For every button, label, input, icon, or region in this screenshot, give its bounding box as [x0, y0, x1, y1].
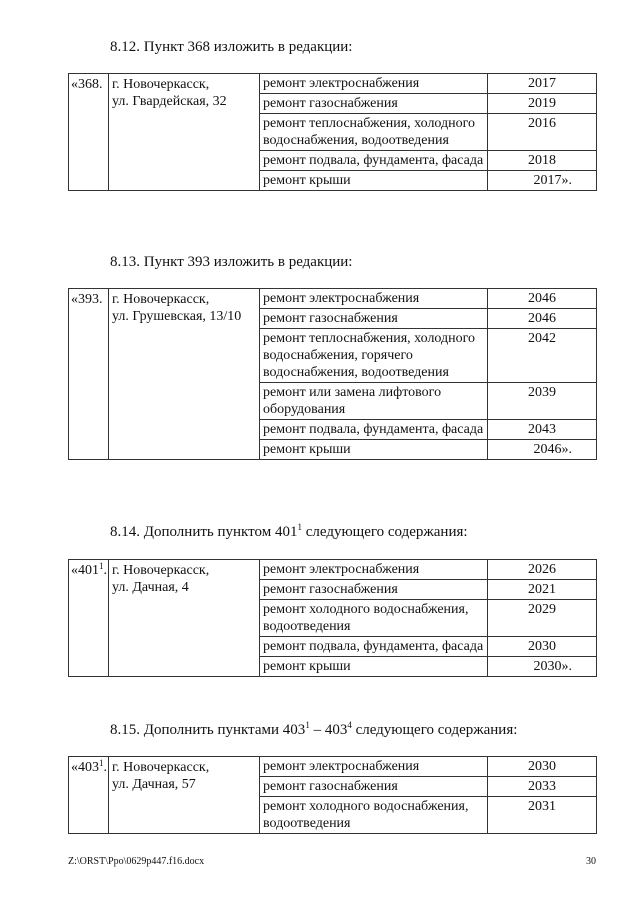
- address-cell: [109, 74, 260, 191]
- address-city: г. Новочеркасск,: [112, 77, 210, 92]
- year-cell: 2033: [488, 777, 597, 797]
- address-cell: [109, 560, 260, 677]
- year-cell: 2030: [488, 757, 597, 777]
- item-number: «393.: [69, 289, 109, 460]
- table-row: [69, 74, 597, 94]
- address-city: г. Новочеркасск,: [112, 292, 210, 307]
- address-street: ул. Грушевская, 13/10: [112, 309, 242, 324]
- address-cell: [109, 757, 260, 834]
- footer-file-path: Z:\ORST\Ppo\0629p447.f16.docx: [68, 856, 205, 867]
- section-heading-8-13: 8.13. Пункт 393 изложить в редакции:: [110, 254, 353, 270]
- page-number: 30: [586, 856, 596, 867]
- work-cell: ремонт подвала, фундамента, фасада: [260, 151, 488, 171]
- table-item-368: [68, 73, 597, 191]
- table-item-393: [68, 288, 597, 460]
- table-item-403-1: [68, 756, 597, 834]
- work-cell: ремонт электроснабжения: [260, 289, 488, 309]
- address-street: ул. Дачная, 57: [112, 777, 196, 792]
- work-cell: ремонт холодного водоснабжения, водоотведения: [260, 797, 488, 834]
- work-cell: ремонт холодного водоснабжения, водоотведения: [260, 600, 488, 637]
- work-cell: ремонт теплоснабжения, холодного водоснабжения, горячего водоснабжения, водоотведения: [260, 329, 488, 383]
- year-cell: 2046: [488, 309, 597, 329]
- work-cell: ремонт теплоснабжения, холодного водоснабжения, водоотведения: [260, 114, 488, 151]
- address-city: г. Новочеркасск,: [112, 563, 210, 578]
- work-cell: ремонт газоснабжения: [260, 777, 488, 797]
- address-street: ул. Дачная, 4: [112, 580, 189, 595]
- table-item-401-1: [68, 559, 597, 677]
- work-cell: ремонт крыши: [260, 440, 488, 460]
- year-cell: 2026: [488, 560, 597, 580]
- year-cell: 2030: [488, 637, 597, 657]
- year-cell: 2029: [488, 600, 597, 637]
- work-cell: ремонт газоснабжения: [260, 94, 488, 114]
- year-cell: 2030».: [488, 657, 597, 677]
- year-cell: 2031: [488, 797, 597, 834]
- address-city: г. Новочеркасск,: [112, 760, 210, 775]
- year-cell: 2019: [488, 94, 597, 114]
- year-cell: 2042: [488, 329, 597, 383]
- section-heading-8-12: 8.12. Пункт 368 изложить в редакции:: [110, 39, 353, 55]
- section-heading-8-14: 8.14. Дополнить пунктом $401^1$ следующего содержания:: [110, 522, 468, 540]
- work-cell: ремонт газоснабжения: [260, 309, 488, 329]
- table-row: [69, 289, 597, 309]
- year-cell: 2017».: [488, 171, 597, 191]
- year-cell: 2017: [488, 74, 597, 94]
- year-cell: 2046».: [488, 440, 597, 460]
- address-street: ул. Гвардейская, 32: [112, 94, 227, 109]
- item-number: «$403^1$.: [69, 757, 109, 834]
- work-cell: ремонт или замена лифтового оборудования: [260, 383, 488, 420]
- table-row: [69, 757, 597, 777]
- year-cell: 2046: [488, 289, 597, 309]
- work-cell: ремонт крыши: [260, 657, 488, 677]
- work-cell: ремонт подвала, фундамента, фасада: [260, 637, 488, 657]
- work-cell: ремонт крыши: [260, 171, 488, 191]
- work-cell: ремонт подвала, фундамента, фасада: [260, 420, 488, 440]
- item-number: «$401^1$.: [69, 560, 109, 677]
- year-cell: 2016: [488, 114, 597, 151]
- year-cell: 2018: [488, 151, 597, 171]
- work-cell: ремонт электроснабжения: [260, 74, 488, 94]
- work-cell: ремонт газоснабжения: [260, 580, 488, 600]
- table-row: [69, 560, 597, 580]
- section-heading-8-15: 8.15. Дополнить пунктами $403^1 - 403^4$ следующего содержания:: [110, 720, 518, 738]
- work-cell: ремонт электроснабжения: [260, 757, 488, 777]
- year-cell: 2043: [488, 420, 597, 440]
- address-cell: [109, 289, 260, 460]
- year-cell: 2039: [488, 383, 597, 420]
- year-cell: 2021: [488, 580, 597, 600]
- item-number: «368.: [69, 74, 109, 191]
- work-cell: ремонт электроснабжения: [260, 560, 488, 580]
